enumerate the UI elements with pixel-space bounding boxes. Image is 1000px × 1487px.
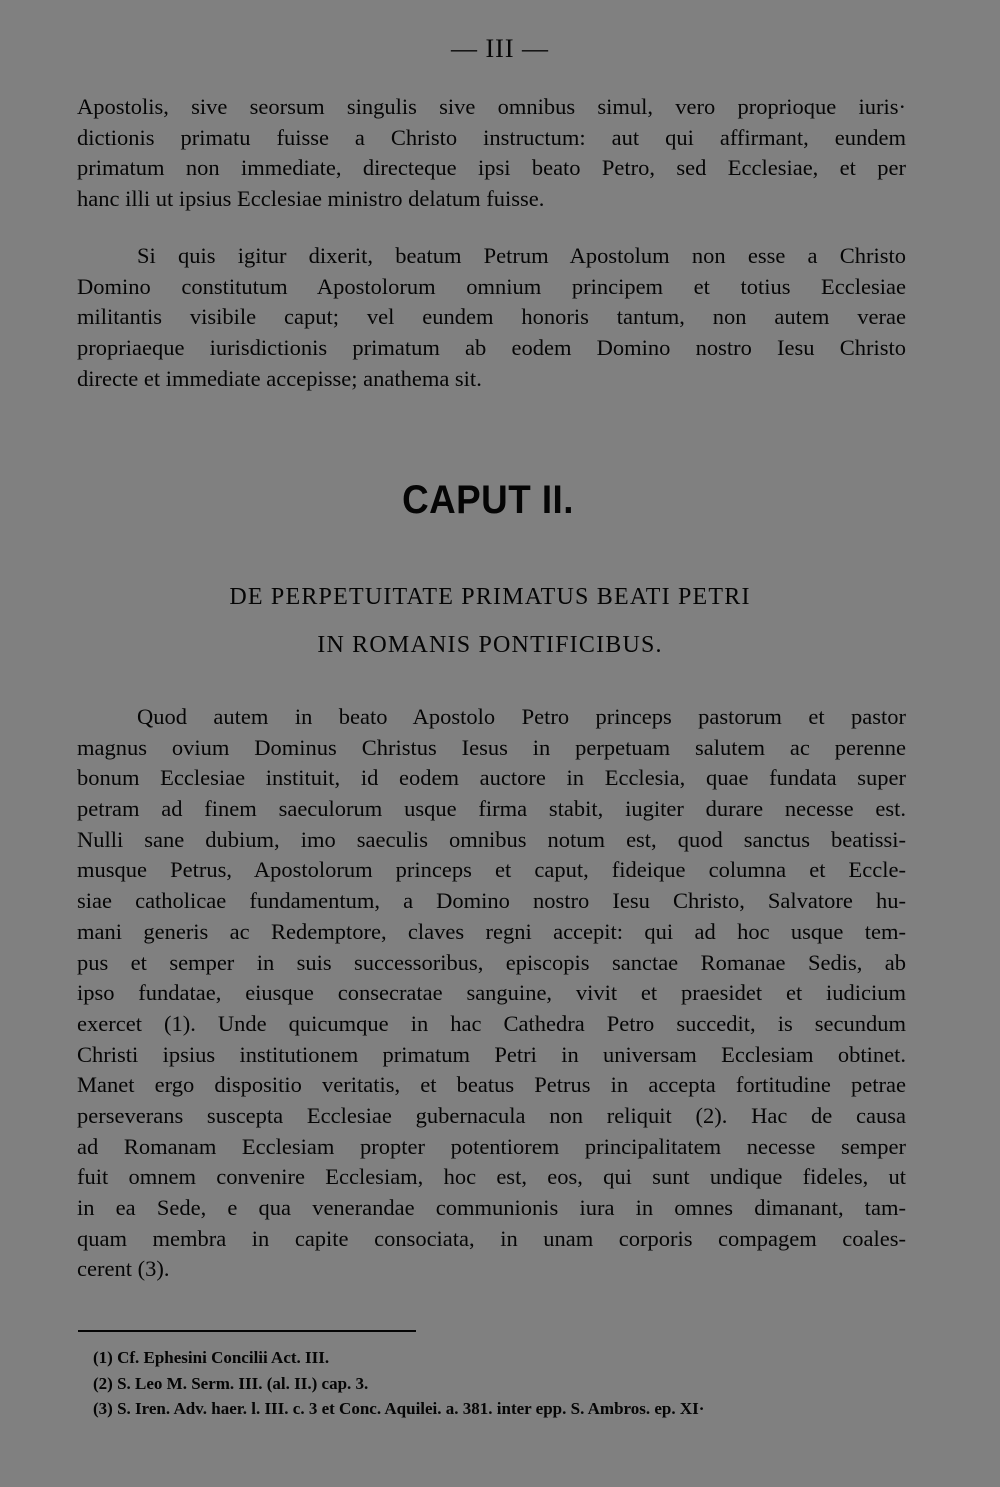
text-line: cerent (3).: [77, 1256, 170, 1282]
text-line: Apostolis, sive seorsum singulis sive omnibus simul, vero proprioque iuris·: [77, 94, 906, 119]
chapter-title: CAPUT II.: [402, 478, 574, 522]
text-line: directe et immediate accepisse; anathema sit.: [77, 365, 482, 391]
text-line: musque Petrus, Apostolorum princeps et caput, fideique columna et Eccle-: [77, 857, 906, 883]
chapter-subtitle-line-2: IN ROMANIS PONTIFICIBUS.: [317, 632, 663, 658]
footnote-item: (3) S. Iren. Adv. haer. l. III. c. 3 et Conc. Aquilei. a. 381. inter epp. S. Ambros. ep. XI·: [93, 1399, 705, 1418]
text-line: in ea Sede, e qua venerandae communionis iura in omnes dimanant, tam-: [77, 1195, 906, 1220]
text-line: Manet ergo dispositio veritatis, et beatus Petrus in accepta fortitudine petrae: [77, 1072, 906, 1098]
text-line: Si quis igitur dixerit, beatum Petrum Apostolum non esse a Christo: [137, 243, 906, 268]
intro-paragraph: [77, 92, 906, 215]
footnotes: [93, 1345, 913, 1422]
text-line: hanc illi ut ipsius Ecclesiae ministro delatum fuisse.: [77, 186, 545, 212]
text-line: ipso fundatae, eiusque consecratae sanguine, vivit et praesidet et iudicium: [77, 980, 906, 1006]
text-line: militantis visibile caput; vel eundem honoris tantum, non autem verae: [77, 304, 906, 330]
footnote-item: (2) S. Leo M. Serm. III. (al. II.) cap. 3.: [93, 1373, 369, 1393]
text-line: perseverans suscepta Ecclesiae gubernacula non reliquit (2). Hac de causa: [77, 1102, 906, 1128]
main-paragraph: [77, 702, 906, 1285]
text-line: bonum Ecclesiae instituit, id eodem auctore in Ecclesia, quae fundata super: [77, 765, 906, 791]
text-line: Christi ipsius institutionem primatum Petri in universam Ecclesiam obtinet.: [77, 1041, 906, 1067]
text-line: Quod autem in beato Apostolo Petro princeps pastorum et pastor: [137, 704, 906, 729]
text-line: dictionis primatu fuisse a Christo instructum: aut qui affirmant, eundem: [77, 124, 906, 150]
text-line: petram ad finem saeculorum usque firma stabit, iugiter durare necesse est.: [77, 796, 906, 822]
text-line: quam membra in capite consociata, in unam corporis compagem coales-: [77, 1225, 906, 1251]
chapter-subtitle-line-1: DE PERPETUITATE PRIMATUS BEATI PETRI: [229, 584, 751, 610]
text-line: propriaeque iurisdictionis primatum ab eodem Domino nostro Iesu Christo: [77, 335, 906, 361]
text-line: fuit omnem convenire Ecclesiam, hoc est, eos, qui sunt undique fideles, ut: [77, 1164, 906, 1190]
footnote-divider: [78, 1330, 416, 1332]
text-line: Domino constitutum Apostolorum omnium principem et totius Ecclesiae: [77, 273, 906, 299]
text-line: siae catholicae fundamentum, a Domino nostro Iesu Christo, Salvatore hu-: [77, 888, 906, 914]
text-line: Nulli sane dubium, imo saeculis omnibus notum est, quod sanctus beatissi-: [77, 826, 906, 852]
footnote-item: (1) Cf. Ephesini Concilii Act. III.: [93, 1348, 330, 1367]
text-line: exercet (1). Unde quicumque in hac Cathedra Petro succedit, is secundum: [77, 1010, 906, 1036]
text-line: magnus ovium Dominus Christus Iesus in perpetuam salutem ac perenne: [77, 734, 906, 760]
text-line: mani generis ac Redemptore, claves regni accepit: qui ad hoc usque tem-: [77, 918, 906, 944]
text-line: primatum non immediate, directeque ipsi beato Petro, sed Ecclesiae, et per: [77, 155, 906, 181]
text-line: pus et semper in suis successoribus, episcopis sanctae Romanae Sedis, ab: [77, 949, 906, 975]
text-line: ad Romanam Ecclesiam propter potentiorem principalitatem necesse semper: [77, 1133, 906, 1159]
page-number: — III —: [451, 34, 549, 63]
canon-paragraph: [77, 241, 906, 394]
